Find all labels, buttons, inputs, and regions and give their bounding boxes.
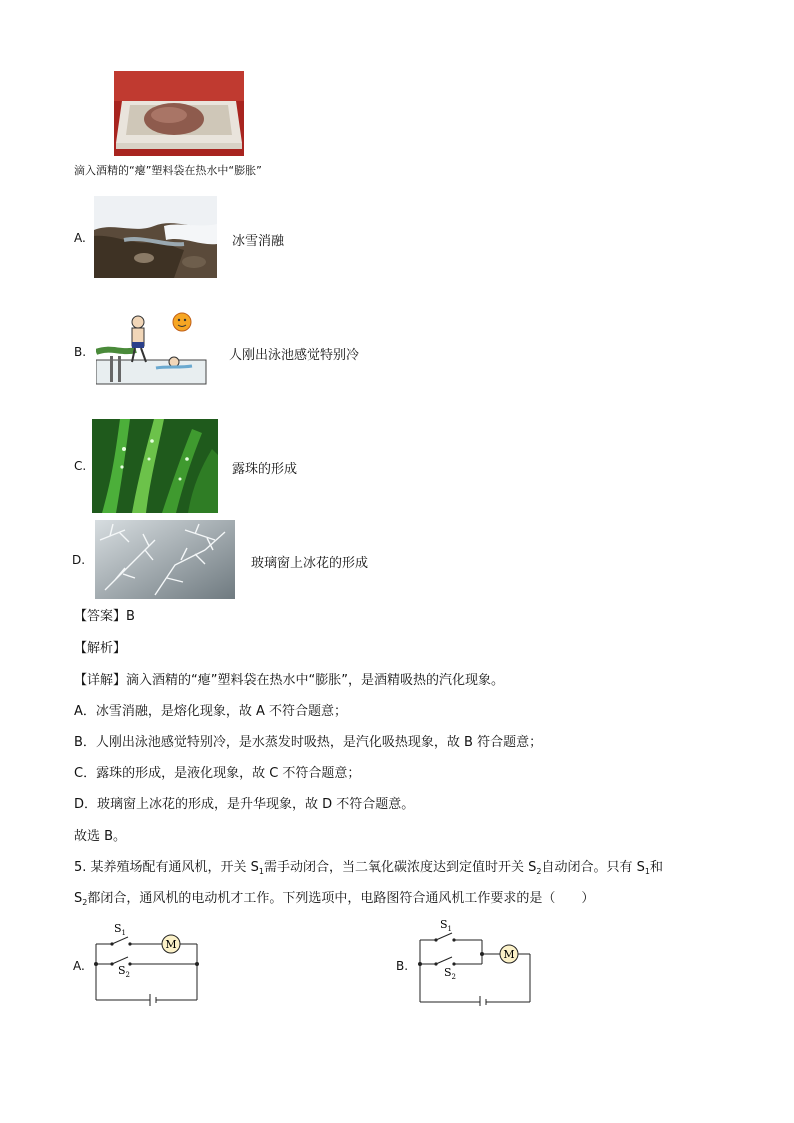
detail-line: 【详解】滴入酒精的“瘪”塑料袋在热水中“膨胀”，是酒精吸热的汽化现象。 bbox=[74, 673, 504, 688]
dew-drops-image bbox=[92, 419, 218, 513]
circuit-a-letter: A. bbox=[73, 959, 85, 973]
option-b-label: 人刚出泳池感觉特别冷 bbox=[229, 348, 360, 363]
q5-line2-text: 都闭合，通风机的电动机才工作。下列选项中，电路图符合通风机工作要求的是（ ） bbox=[87, 891, 595, 906]
option-c-letter: C. bbox=[74, 459, 87, 473]
circuit-a-motor-label: M bbox=[165, 938, 177, 951]
q5-text-b: 需手动闭合，当二氧化碳浓度达到定值时开关 S bbox=[264, 860, 537, 875]
q5-text-c: 自动闭合。只有 S bbox=[541, 860, 645, 875]
q5-line2-sub: 2 bbox=[82, 898, 88, 907]
circuit-b-s2-letter: S bbox=[444, 966, 452, 979]
circuit-a-s2-label bbox=[118, 964, 130, 979]
circuit-a-diagram bbox=[90, 918, 205, 1006]
option-a-label: 冰雪消融 bbox=[232, 234, 285, 249]
circuit-b-motor-label: M bbox=[503, 948, 515, 961]
option-c-label: 露珠的形成 bbox=[232, 462, 298, 477]
circuit-b-letter: B. bbox=[396, 959, 409, 973]
circuit-b-s1-label bbox=[440, 918, 452, 933]
q5-text-d: 和 bbox=[649, 860, 663, 875]
circuit-a-s1-sub: 1 bbox=[121, 929, 127, 937]
plastic-bag-tray-image bbox=[114, 71, 244, 156]
q5-sub-3: 1 bbox=[644, 867, 650, 876]
explain-line-b: B．人刚出泳池感觉特别冷，是水蒸发时吸热，是汽化吸热现象，故 B 符合题意； bbox=[74, 735, 543, 750]
circuit-a-s1-letter: S bbox=[114, 922, 122, 935]
circuit-a-s2-letter: S bbox=[118, 964, 126, 977]
answer-line: 【答案】B bbox=[74, 609, 135, 624]
option-b-letter: B. bbox=[74, 345, 87, 359]
circuit-a-s1-label bbox=[114, 922, 126, 937]
circuit-b-s1-sub: 1 bbox=[447, 925, 453, 933]
circuit-b-s1-letter: S bbox=[440, 918, 448, 931]
option-a-letter: A. bbox=[74, 231, 86, 245]
q5-line2-s: S bbox=[74, 891, 83, 906]
circuit-b-s2-label bbox=[444, 966, 456, 981]
circuit-b-s2-sub: 2 bbox=[451, 973, 457, 981]
question5-line2 bbox=[74, 890, 594, 912]
frost-window-image bbox=[95, 520, 235, 599]
option-d-letter: D. bbox=[72, 553, 86, 567]
q5-sub-1: 1 bbox=[258, 867, 265, 876]
question5-line1 bbox=[74, 859, 663, 881]
swimmer-cartoon-image bbox=[96, 302, 216, 388]
conclusion-line: 故选 B。 bbox=[74, 829, 127, 844]
option-d-label: 玻璃窗上冰花的形成 bbox=[251, 556, 369, 571]
melting-snow-image bbox=[94, 196, 217, 278]
top-figure-caption: 滴入酒精的“瘪”塑料袋在热水中“膨胀” bbox=[74, 164, 262, 177]
q5-sub-2: 2 bbox=[536, 867, 542, 876]
explain-line-a: A．冰雪消融，是熔化现象，故 A 不符合题意； bbox=[74, 704, 348, 719]
circuit-a-s2-sub: 2 bbox=[125, 971, 131, 979]
q5-text-a: 5. 某养殖场配有通风机，开关 S bbox=[74, 860, 259, 875]
explain-line-d: D．玻璃窗上冰花的形成，是升华现象，故 D 不符合题意。 bbox=[74, 797, 415, 812]
analysis-tag: 【解析】 bbox=[74, 641, 127, 656]
explain-line-c: C．露珠的形成，是液化现象，故 C 不符合题意； bbox=[74, 766, 361, 781]
circuit-b-diagram bbox=[414, 914, 536, 1006]
